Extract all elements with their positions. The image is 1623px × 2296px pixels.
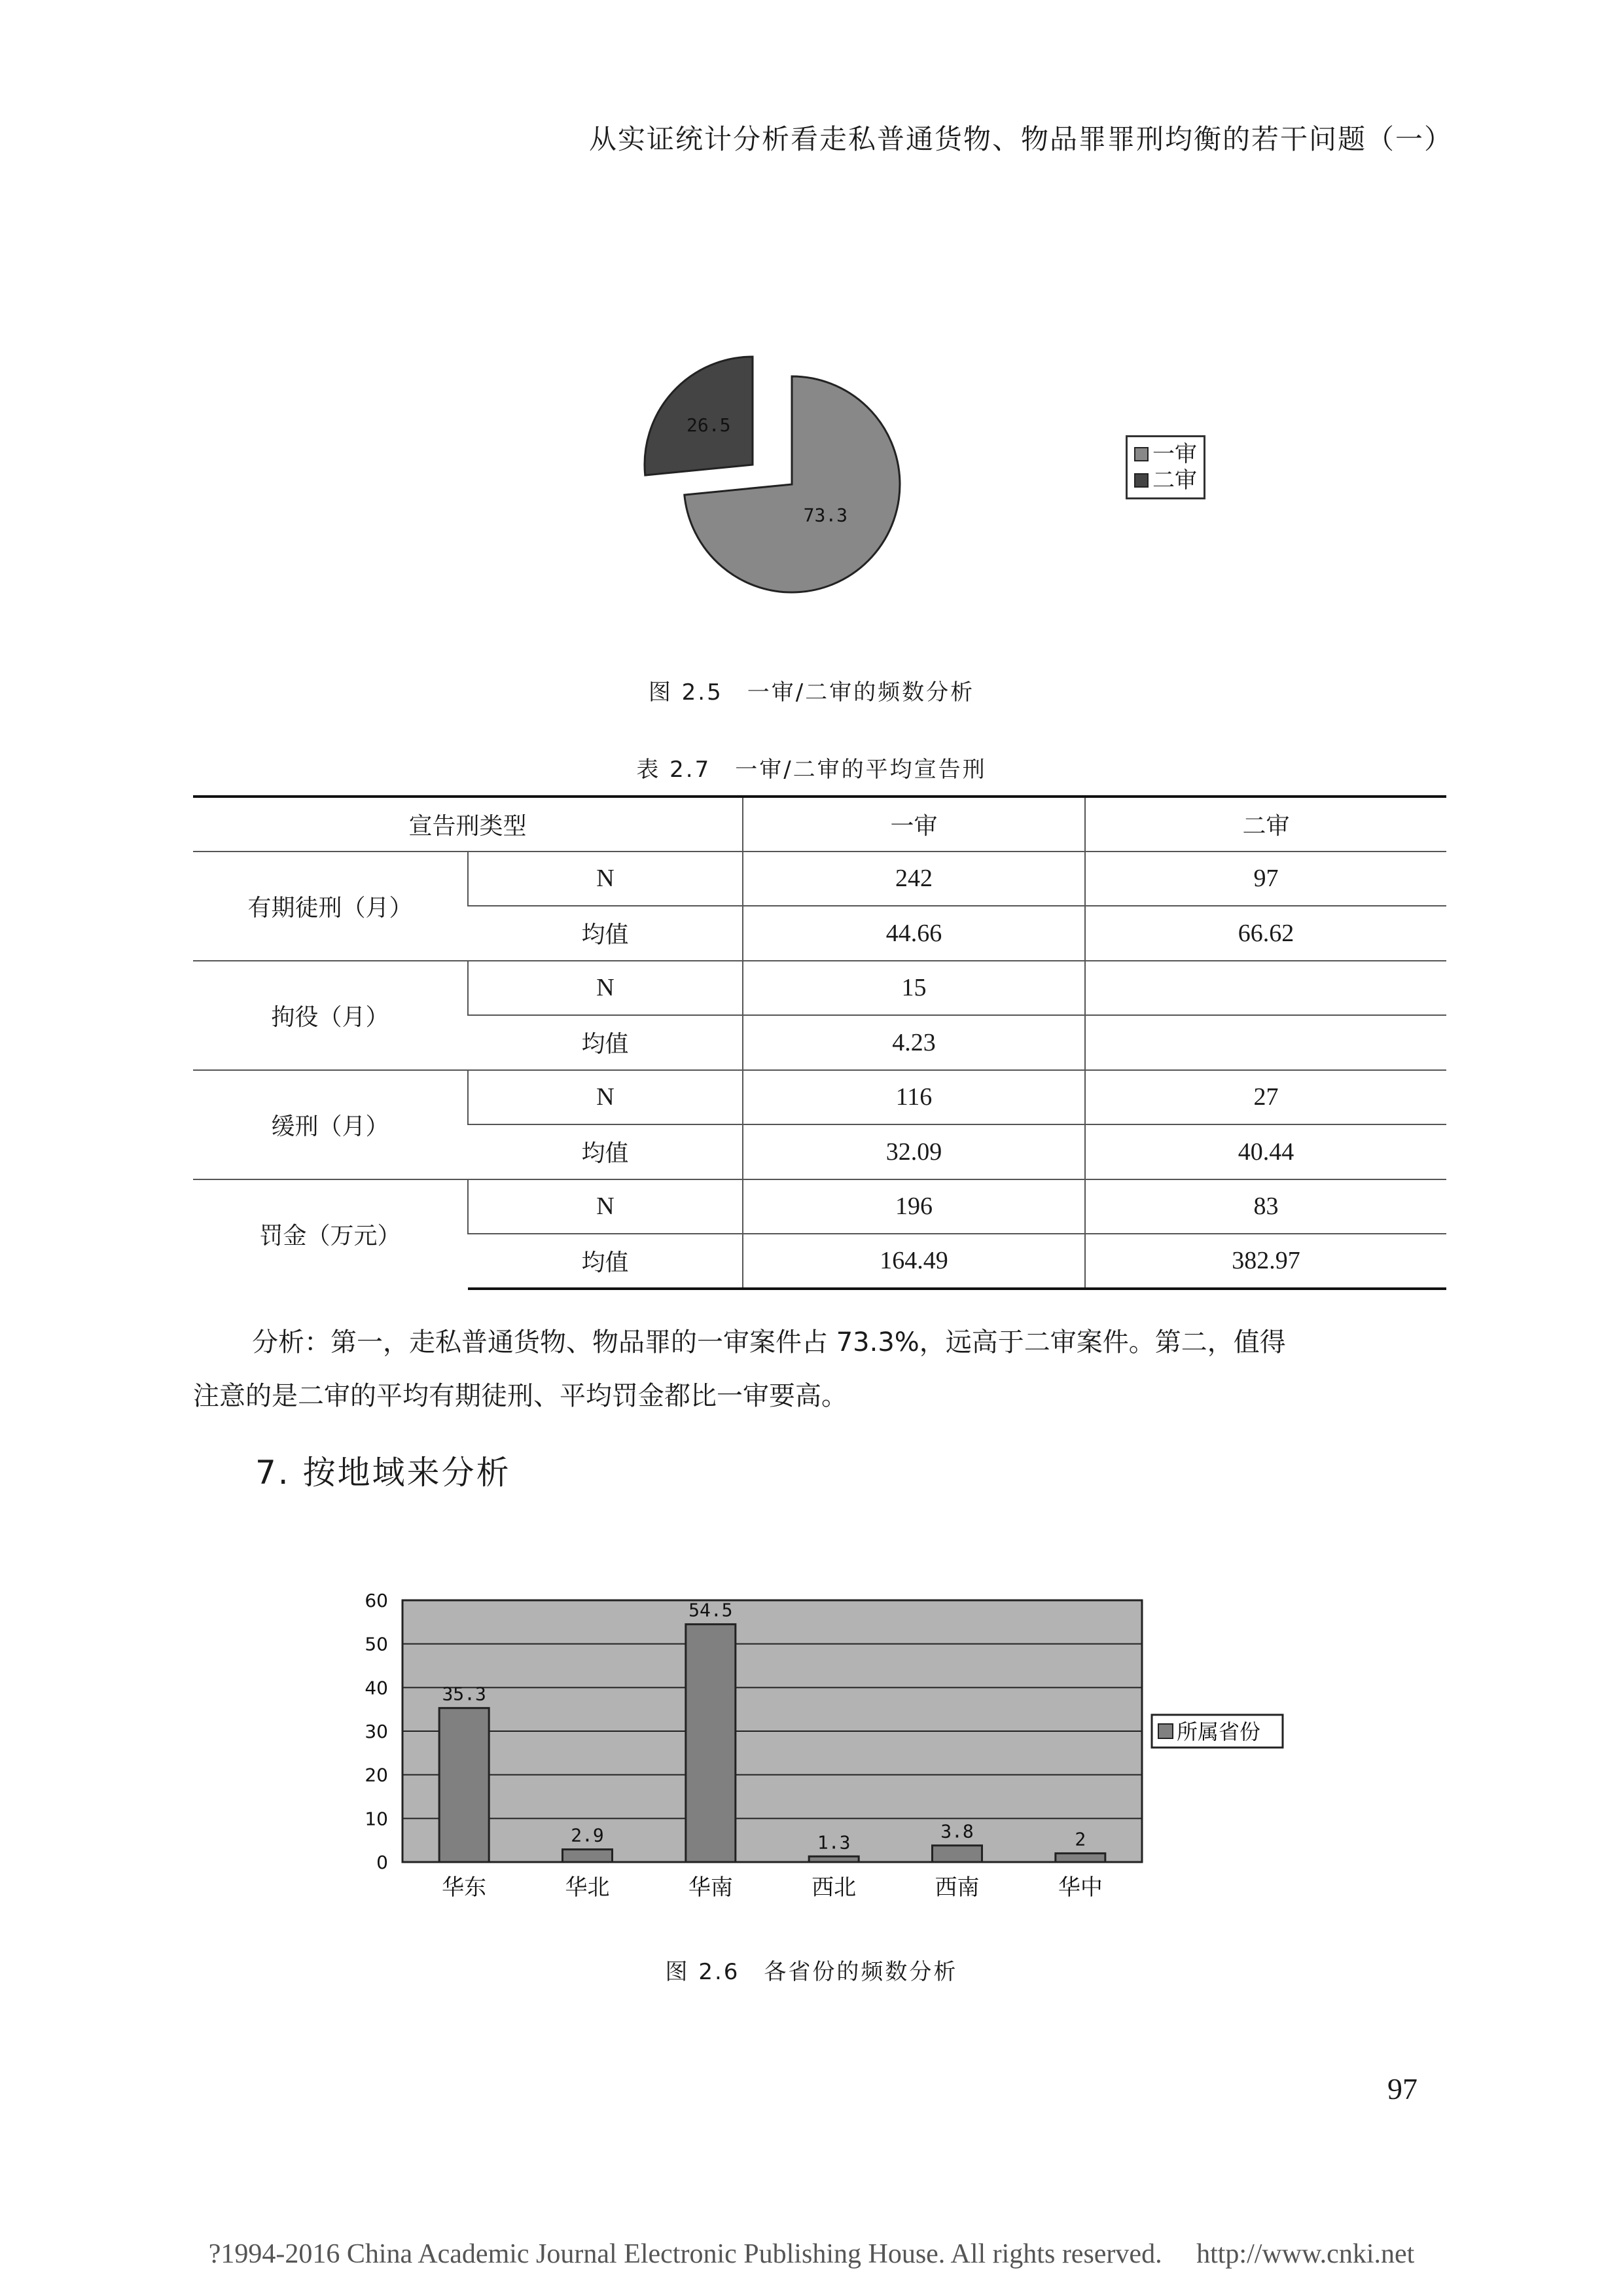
x-category-label: 华南 [688, 1874, 733, 1901]
legend-label: 所属省份 [1177, 1719, 1261, 1744]
value-cell: 97 [1085, 852, 1446, 906]
legend-item-second-instance [1134, 467, 1197, 493]
stat-cell: 均值 [468, 1234, 743, 1289]
page-number: 97 [1387, 2072, 1418, 2106]
stat-cell: N [468, 1179, 743, 1234]
table-header-row [193, 797, 1446, 852]
legend-label: 一审 [1152, 441, 1197, 467]
value-cell: 83 [1085, 1179, 1446, 1234]
value-cell: 196 [743, 1179, 1085, 1234]
bar-data-label: 35.3 [442, 1683, 486, 1705]
sentence-table [193, 795, 1446, 1290]
row-label: 拘役（月） [193, 961, 468, 1070]
legend-item-first-instance [1134, 441, 1197, 467]
stat-cell: 均值 [468, 1124, 743, 1179]
table-caption: 表 2.7 一审/二审的平均宣告刑 [636, 757, 987, 783]
bar-data-label: 2.9 [571, 1824, 604, 1846]
value-cell: 116 [743, 1070, 1085, 1125]
bar [933, 1846, 982, 1862]
header-cell: 二审 [1085, 797, 1446, 852]
x-category-label: 华中 [1058, 1874, 1103, 1901]
bar-chart [340, 1584, 1322, 1924]
section-heading: 7. 按地域来分析 [255, 1454, 511, 1492]
value-cell: 27 [1085, 1070, 1446, 1125]
table-row [193, 852, 1446, 906]
legend-swatch [1134, 473, 1149, 488]
y-tick-label: 20 [365, 1764, 388, 1786]
value-cell: 164.49 [743, 1234, 1085, 1289]
figure-caption: 图 2.5 一审/二审的频数分析 [648, 679, 975, 706]
bar-data-label: 2 [1075, 1828, 1086, 1850]
y-tick-label: 40 [365, 1677, 388, 1699]
value-cell [1085, 961, 1446, 1016]
row-label: 罚金（万元） [193, 1179, 468, 1289]
value-cell: 44.66 [743, 906, 1085, 961]
value-cell: 382.97 [1085, 1234, 1446, 1289]
analysis-line-2: 注意的是二审的平均有期徒刑、平均罚金都比一审要高。 [193, 1381, 847, 1411]
bar [439, 1708, 489, 1862]
analysis-line-1: 分析：第一，走私普通货物、物品罪的一审案件占 73.3%，远高于二审案件。第二，值得 [252, 1327, 1286, 1357]
figure-caption: 图 2.6 各省份的频数分析 [665, 1959, 958, 1985]
bar [1056, 1854, 1105, 1862]
x-category-label: 西南 [935, 1874, 980, 1901]
table-row [193, 1179, 1446, 1234]
stat-cell: N [468, 852, 743, 906]
x-category-label: 西北 [812, 1874, 857, 1901]
y-tick-label: 10 [365, 1808, 388, 1830]
x-category-label: 华东 [442, 1874, 487, 1901]
copyright-footer: ?1994-2016 China Academic Journal Electronic Publishing House. All rights reserved. http://www.cnki.net [208, 2239, 1415, 2269]
legend-swatch [1134, 447, 1149, 461]
bar-data-label: 1.3 [817, 1831, 851, 1854]
pie-data-label: 26.5 [687, 414, 731, 437]
running-header: 从实证统计分析看走私普通货物、物品罪罪刑均衡的若干问题（一） [589, 123, 1454, 155]
header-cell: 一审 [743, 797, 1085, 852]
bar [563, 1850, 613, 1862]
x-category-label: 华北 [565, 1874, 610, 1901]
header-cell: 宣告刑类型 [193, 797, 743, 852]
table-row [193, 961, 1446, 1016]
y-tick-label: 60 [365, 1590, 388, 1611]
value-cell: 66.62 [1085, 906, 1446, 961]
bar [686, 1624, 736, 1862]
bar-data-label: 3.8 [940, 1820, 974, 1842]
table-row [193, 1070, 1446, 1125]
bar [809, 1856, 859, 1862]
legend-label: 二审 [1152, 467, 1197, 493]
legend-swatch [1158, 1724, 1173, 1738]
row-label: 缓刑（月） [193, 1070, 468, 1179]
y-tick-label: 50 [365, 1633, 388, 1655]
bar-data-label: 54.5 [688, 1599, 733, 1621]
pie-legend [1126, 435, 1205, 499]
value-cell: 40.44 [1085, 1124, 1446, 1179]
value-cell: 15 [743, 961, 1085, 1016]
value-cell [1085, 1015, 1446, 1070]
value-cell: 4.23 [743, 1015, 1085, 1070]
value-cell: 32.09 [743, 1124, 1085, 1179]
value-cell: 242 [743, 852, 1085, 906]
row-label: 有期徒刑（月） [193, 852, 468, 961]
stat-cell: N [468, 1070, 743, 1125]
stat-cell: N [468, 961, 743, 1016]
pie-data-label: 73.3 [803, 504, 848, 526]
stat-cell: 均值 [468, 1015, 743, 1070]
stat-cell: 均值 [468, 906, 743, 961]
y-tick-label: 30 [365, 1721, 388, 1742]
y-tick-label: 0 [376, 1852, 388, 1873]
